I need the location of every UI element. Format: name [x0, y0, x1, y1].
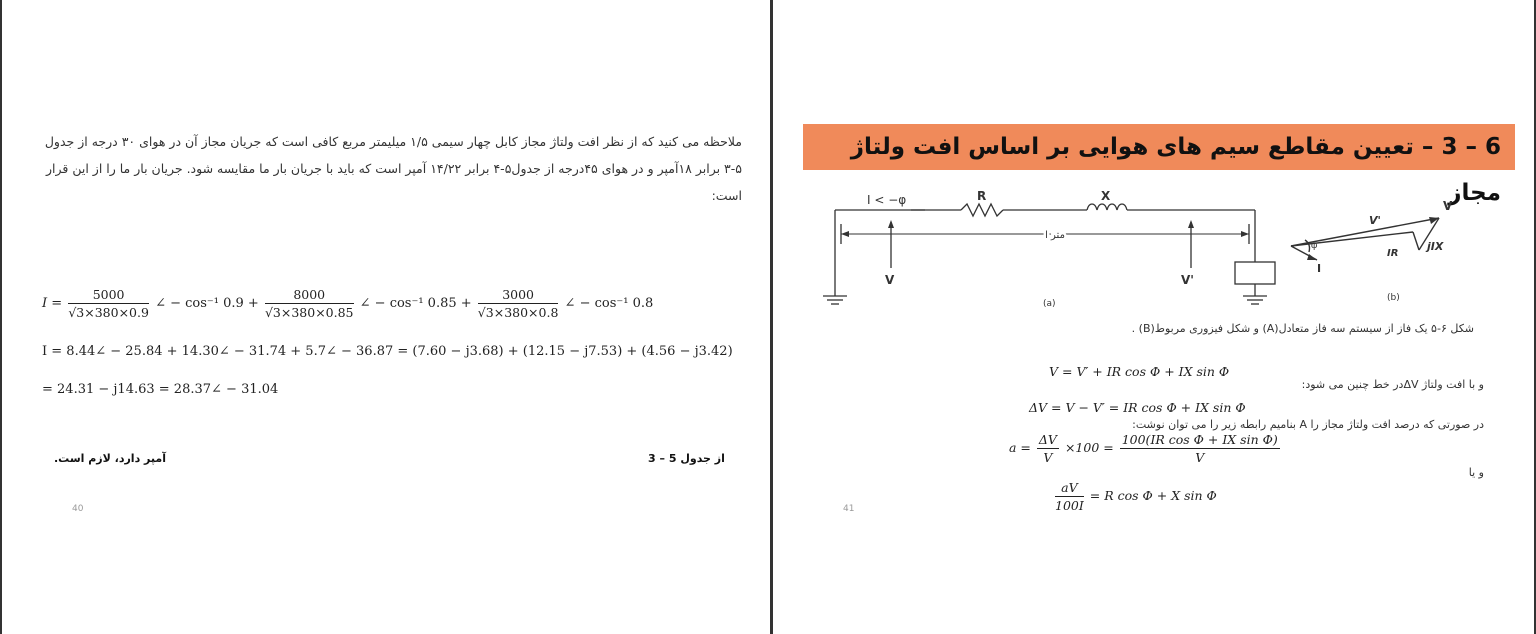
- frac3-den: √3×380×0.8: [477, 305, 559, 320]
- label-V: V: [885, 273, 895, 287]
- note-from-table: از جدول 5 – 3: [648, 452, 725, 465]
- text-or: و یا: [1468, 466, 1484, 479]
- text-percent-drop: در صورتی که درصد افت ولتاژ مجاز را A بنامیم رابطه زیر را می توان نوشت:: [1132, 418, 1484, 431]
- eq3-frac1-num: ΔV: [1038, 432, 1057, 447]
- label-current: I < −φ: [867, 193, 907, 207]
- eq4-rhs: = R cos Φ + X sin Φ: [1089, 488, 1217, 503]
- circuit-figure: [821, 188, 1461, 310]
- section-heading: 6 – 3 – تعیین مقاطع سیم های هوایی بر اساس افت ولتاژ مجاز: [803, 124, 1515, 170]
- eq4-frac: [1055, 480, 1084, 513]
- eq3-frac1: [1037, 432, 1059, 465]
- eq3-frac2-num: 100(IR cos Φ + IX sin Φ): [1121, 432, 1278, 447]
- phasor-label-V: V: [1443, 199, 1453, 213]
- phasor-label-I: I: [1317, 262, 1322, 275]
- equation-final: [1053, 480, 1217, 513]
- phasor-label-Vprime: V': [1369, 214, 1381, 227]
- frac1-den: √3×380×0.9: [68, 305, 149, 320]
- formula-phasor-expansion: I = 8.44∠ − 25.84 + 14.30∠ − 31.74 + 5.7∠ − 36.87 = (7.60 − j3.68) + (12.15 − j7.53) + (4.56 − j3.42): [42, 344, 733, 359]
- frac2-den: √3×380×0.85: [264, 305, 354, 320]
- phasor-label-IX: jIX: [1427, 240, 1444, 253]
- frac3-num: 3000: [478, 287, 559, 304]
- phasor-label-IR: IR: [1387, 248, 1399, 259]
- formula-result: = 24.31 − j14.63 = 28.37∠ − 31.04: [42, 382, 279, 397]
- formula1-frac1: [68, 287, 149, 320]
- label-R: R: [977, 189, 987, 203]
- equation-delta-v: ΔV = V − V′ = IR cos Φ + IX sin Φ: [1029, 400, 1246, 415]
- text-voltage-drop: و با افت ولتاژ ΔVدر خط چنین می شود:: [1301, 378, 1484, 391]
- frac1-num: 5000: [68, 287, 149, 304]
- label-length: l متر: [1045, 230, 1065, 241]
- eq3-frac2-den: V: [1195, 450, 1205, 465]
- formula-current-sum: [42, 287, 653, 320]
- equation-percent: [1009, 432, 1282, 465]
- page-number-left: 40: [72, 504, 84, 514]
- eq3-lhs: a =: [1009, 440, 1031, 455]
- frac2-num: 8000: [265, 287, 354, 304]
- equation-voltage: V = V′ + IR cos Φ + IX sin Φ: [1049, 364, 1230, 379]
- formula1-frac3: [478, 287, 559, 320]
- right-page: [773, 0, 1536, 634]
- eq3-mid: ×100 =: [1064, 440, 1114, 455]
- frac1-tail: ∠ − cos⁻¹ 0.9 +: [155, 296, 259, 311]
- formula1-frac2: [265, 287, 354, 320]
- frac2-tail: ∠ − cos⁻¹ 0.85 +: [359, 296, 472, 311]
- formula1-lhs: I =: [42, 296, 63, 311]
- eq4-num: aV: [1055, 480, 1084, 497]
- left-paragraph: ملاحظه می کنید که از نظر افت ولتاژ مجاز کابل چهار سیمی ۱/۵ میلیمتر مربع کافی است که جریان مجاز آن در هوای ۳۰ درجه از جدول ۵-۳ برابر ۱۸آمپر و در هوای ۴۵درجه از جدول۵-۴ برابر ۱۴/۲۲ آمپر است که باید با جریان بار ما مقایسه شود. جریان بار ما را از این قرار است:: [44, 134, 742, 203]
- eq3-frac2: [1120, 432, 1280, 465]
- subfigure-a: (a): [1043, 299, 1056, 309]
- note-ampere-required: آمپر دارد، لازم است.: [54, 452, 166, 465]
- frac3-tail: ∠ − cos⁻¹ 0.8: [564, 296, 654, 311]
- figure-caption: شکل ۶-۵ یک فاز از سیستم سه فاز متعادل(A) و شکل فیزوری مربوط(B) .: [1131, 322, 1474, 335]
- page-number-right: 41: [843, 504, 855, 514]
- eq3-frac1-den: V: [1043, 450, 1053, 465]
- label-Vprime: V': [1181, 273, 1194, 287]
- phasor-label-phi: φ: [1311, 241, 1318, 251]
- eq4-den: 100I: [1055, 498, 1084, 513]
- label-X: X: [1101, 189, 1111, 203]
- subfigure-b: (b): [1387, 293, 1400, 303]
